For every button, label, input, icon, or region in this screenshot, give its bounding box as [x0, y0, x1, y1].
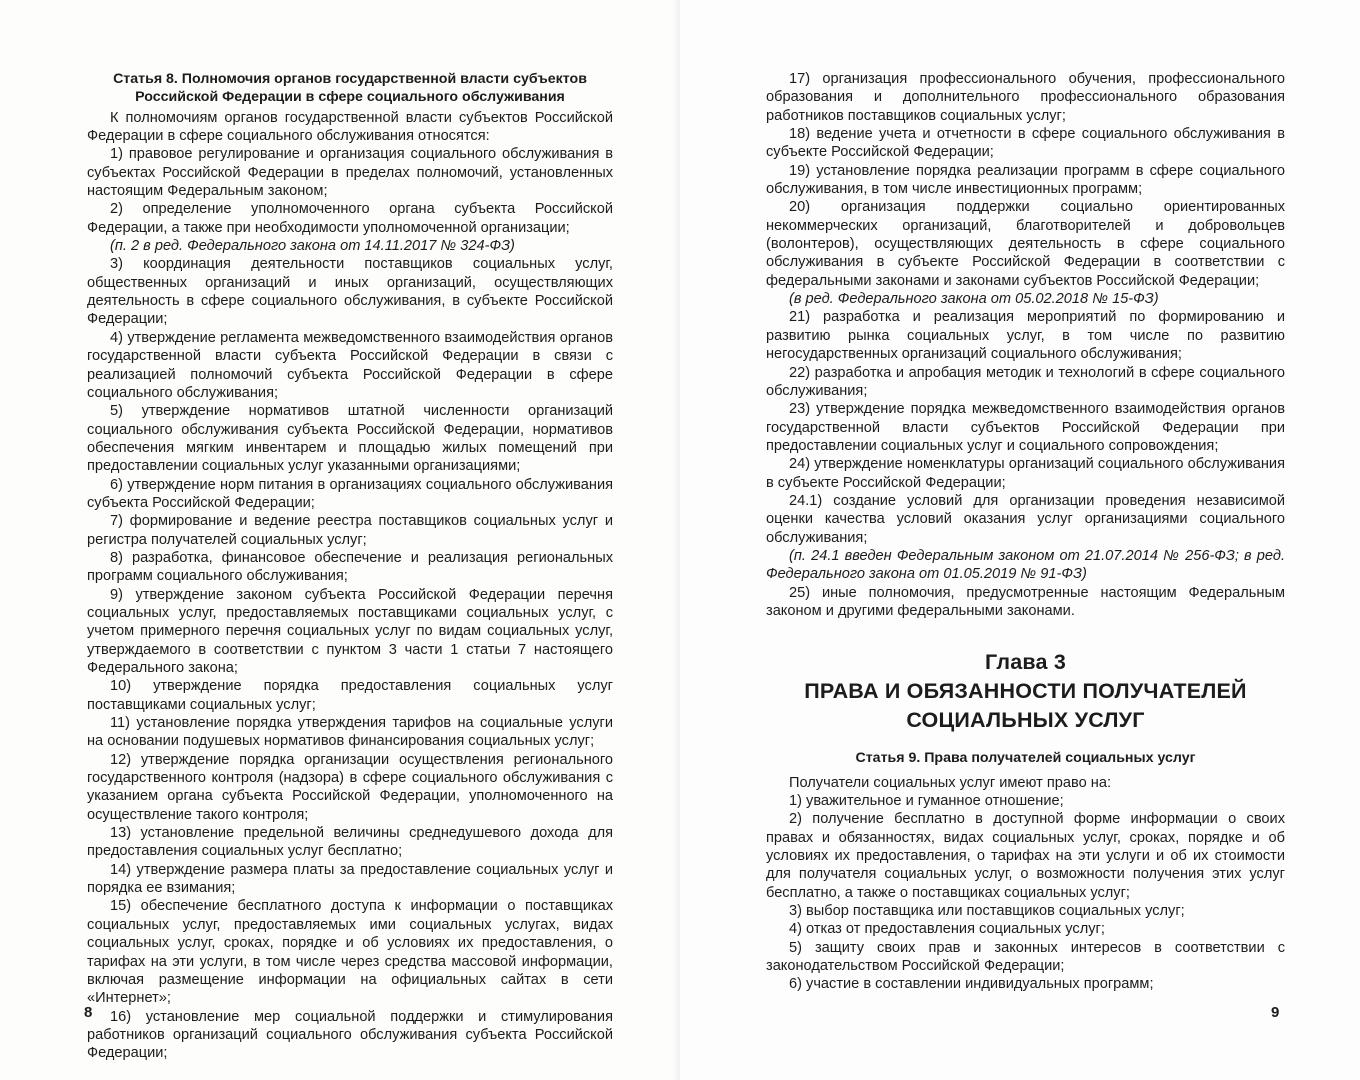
paragraph: 1) правовое регулирование и организация социального обслуживания в субъектах Российской Федерации в пределах полномочий, установленных настоящим Федеральным законом; — [87, 146, 613, 200]
paragraph: 3) координация деятельности поставщиков социальных услуг, общественных организаций и иных организаций, осуществляющих деятельность в сфере социального обслуживания, в субъекте Российской Федерации; — [87, 256, 613, 328]
left-text-column — [87, 70, 613, 1063]
article-8-title-line-1: Статья 8. Полномочия органов государственной власти субъектов — [113, 71, 587, 87]
paragraph: 7) формирование и ведение реестра поставщиков социальных услуг и регистра получателей социальных услуг; — [87, 513, 613, 548]
paragraph: 14) утверждение размера платы за предоставление социальных услуг и порядка ее взимания; — [87, 861, 613, 897]
article-8-body — [87, 109, 613, 1063]
chapter-label: Глава 3 — [985, 650, 1066, 675]
paragraph: 15) обеспечение бесплатного доступа к информации о поставщиках социальных услуг, предоставляемых ими социальных услугах, видах социальных услуг, сроках, порядке и об условиях их предоставления, о тарифах на эти услуги, в том числе через средства массовой информации, включая размещение информации на официальных сайтах в сети «Интернет»; — [87, 898, 613, 1007]
paragraph: 17) организация профессионального обучения, профессионального образования и дополнительного профессионального образования работников поставщиков социальных услуг; — [766, 71, 1285, 124]
paragraph: 6) участие в составлении индивидуальных программ; — [789, 976, 1154, 993]
paragraph: 21) разработка и реализация мероприятий по формированию и развитию рынка социальных услуг, в том числе по развитию негосударственных организаций социального обслуживания; — [766, 309, 1285, 363]
paragraph: 9) утверждение законом субъекта Российской Федерации перечня социальных услуг, предоставляемых поставщиками социальных услуг, с учетом примерного перечня социальных услуг по видам социальных услуг, утверждаемого в соответствии с пунктом 3 части 1 статьи 7 настоящего Федерального закона; — [87, 586, 613, 676]
paragraph: 25) иные полномочия, предусмотренные настоящим Федеральным законом и другими федеральными законами. — [766, 584, 1285, 619]
paragraph: 1) уважительное и гуманное отношение; — [789, 793, 1064, 809]
paragraph: 19) установление порядка реализации программ в сфере социального обслуживания, в том числе инвестиционных программ; — [766, 162, 1285, 198]
paragraph: 23) утверждение порядка межведомственного взаимодействия органов государственной власти субъектов Российской Федерации при предоставлении социальных услуг и социального сопровождения; — [766, 401, 1285, 454]
paragraph: 8) разработка, финансовое обеспечение и реализация региональных программ социального обслуживания; — [87, 549, 613, 585]
paragraph: 20) организация поддержки социально ориентированных некоммерческих организаций, благотворителей и добровольцев (волонтеров), осуществляющих деятельность в сфере социального обслуживания в субъекте Российской Федерации в соответствии с федеральными законами и законами субъектов Российской Федерации; — [766, 199, 1285, 289]
paragraph: 5) защиту своих прав и законных интересов в соответствии с законодательством Российской Федерации; — [766, 939, 1285, 975]
paragraph: Получатели социальных услуг имеют право на: — [789, 774, 1112, 791]
paragraph: 6) утверждение норм питания в организациях социального обслуживания субъекта Российской Федерации; — [87, 476, 613, 511]
chapter-title-line-1: ПРАВА И ОБЯЗАННОСТИ ПОЛУЧАТЕЛЕЙ — [804, 679, 1247, 704]
article-9-title: Статья 9. Права получателей социальных услуг — [855, 750, 1196, 767]
paragraph: 2) определение уполномоченного органа субъекта Российской Федерации, а также при необходимости уполномоченной организации; — [87, 201, 613, 236]
paragraph: 12) утверждение порядка организации осуществления регионального государственного контроля (надзора) в сфере социального обслуживания с указанием органа субъекта Российской Федерации, уполномоченного на осуществление такого контроля; — [87, 751, 613, 823]
article-8-title-line-2: Российской Федерации в сфере социального обслуживания — [135, 89, 565, 106]
paragraph: 3) выбор поставщика или поставщиков социальных услуг; — [789, 903, 1185, 920]
paragraph: 11) установление порядка утверждения тарифов на социальные услуги на основании подушевых нормативов финансирования социальных услуг; — [87, 715, 613, 750]
chapter-title-line-2: СОЦИАЛЬНЫХ УСЛУГ — [906, 708, 1145, 733]
right-text-column — [766, 70, 1285, 994]
paragraph: 22) разработка и апробация методик и технологий в сфере социального обслуживания; — [766, 364, 1285, 399]
paragraph: 24) утверждение номенклатуры организаций социального обслуживания в субъекте Российской Федерации; — [766, 456, 1285, 491]
paragraph: 18) ведение учета и отчетности в сфере социального обслуживания в субъекте Российской Федерации; — [766, 126, 1285, 161]
paragraph: 5) утверждение нормативов штатной численности организаций социального обслуживания субъекта Российской Федерации, нормативов обеспечения мягким инвентарем и площадью жилых помещений при предоставлении социальных услуг указанными организациями; — [87, 403, 613, 475]
right-page — [680, 0, 1360, 1080]
amendment-note: (в ред. Федерального закона от 05.02.2018 № 15-ФЗ) — [789, 291, 1159, 308]
chapter-heading — [766, 648, 1285, 735]
paragraph: 13) установление предельной величины среднедушевого дохода для предоставления социальных услуг бесплатно; — [87, 825, 613, 860]
paragraph: К полномочиям органов государственной власти субъектов Российской Федерации в сфере социального обслуживания относятся: — [87, 109, 613, 145]
amendment-note: (п. 2 в ред. Федерального закона от 14.11.2017 № 324-ФЗ) — [110, 238, 515, 255]
article-9-body — [766, 774, 1285, 994]
page-number-left: 8 — [84, 1004, 93, 1021]
article-8-body-continued — [766, 70, 1285, 620]
paragraph: 2) получение бесплатно в доступной форме информации о своих правах и обязанностях, видах социальных услуг, сроках, порядке и об условиях их предоставления, о тарифах на эти услуги и об их стоимости для получателя социальных услуг, о возможности получения этих услуг бесплатно, а также о поставщиках социальных услуг; — [766, 811, 1285, 901]
paragraph: 16) установление мер социальной поддержки и стимулирования работников организаций социального обслуживания субъекта Российской Федерации; — [87, 1008, 613, 1062]
paragraph: 10) утверждение порядка предоставления социальных услуг поставщиками социальных услуг; — [87, 678, 613, 713]
paragraph: 4) утверждение регламента межведомственного взаимодействия органов государственной власти субъекта Российской Федерации в связи с реализацией полномочий субъекта Российской Федерации в сфере социального обслуживания; — [87, 329, 613, 401]
amendment-note: (п. 24.1 введен Федеральным законом от 21.07.2014 № 256-ФЗ; в ред. Федерального закона от 01.05.2019 № 91-ФЗ) — [766, 547, 1285, 583]
paragraph: 24.1) создание условий для организации проведения независимой оценки качества условий оказания услуг организациями социального обслуживания; — [766, 492, 1285, 546]
paragraph: 4) отказ от предоставления социальных услуг; — [789, 921, 1105, 938]
page-number-right: 9 — [1271, 1004, 1280, 1021]
article-8-title — [87, 70, 613, 107]
